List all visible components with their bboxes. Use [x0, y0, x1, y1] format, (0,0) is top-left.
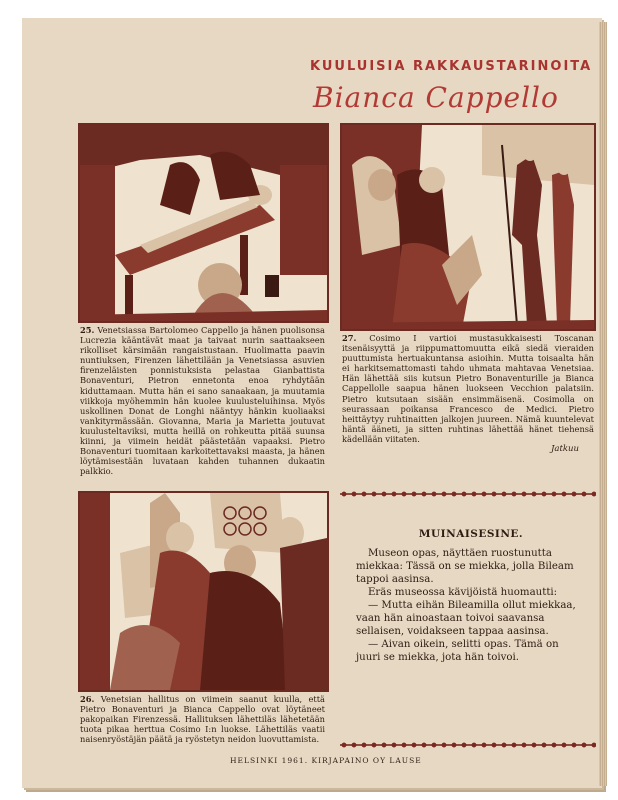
ornament-border-bottom — [340, 741, 596, 749]
printer-footer: HELSINKI 1961. KIRJAPAINO OY LAUSE — [230, 756, 422, 765]
ornament-border-top — [340, 490, 596, 498]
story-title: Bianca Cappello — [313, 81, 559, 114]
page-stack-edge — [599, 22, 607, 786]
illustration-court-scene — [340, 123, 596, 331]
caption-panel-26 — [80, 694, 325, 744]
continued-label: Jatkuu — [551, 444, 579, 454]
caption-number: 25. — [80, 325, 95, 335]
joke-box — [356, 528, 586, 664]
caption-panel-25 — [80, 325, 325, 476]
joke-line: — Mutta eihän Bileamilla ollut miekkaa, vaan hän ainoastaan toivoi saavansa sellaisen, voidakseen tappaa aasinsa. — [356, 600, 576, 637]
caption-number: 27. — [342, 333, 357, 343]
caption-number: 26. — [80, 694, 95, 704]
joke-title: MUINAISESINE. — [418, 528, 524, 540]
caption-text: Venetsian hallitus on viimein saanut kuulla, että Pietro Bonaventuri ja Bianca Cappello ovat löytäneet pakopaikan Firenzessä. Hallituksen lähettiläs lähetetään tuota pikaa herttua Cosimo I:n luokse. Lähettiläs vaatii naisenryöstäjän päätä ja ryöstetyn neidon luovuttamista. — [80, 694, 325, 745]
caption-panel-27 — [342, 333, 594, 444]
caption-text: Venetsiassa Bartolomeo Cappello ja hänen puolisonsa Lucrezia kääntävät maat ja taivaat nurin saattaakseen rikolliset kärsimään rangaistustaan. Huolimatta paavin nuntiuksen, Firenzen lähettilään ja Venetsiassa asuvien firenzeläisten ponnistuksista pelastaa Gianbattista Bonaventuri, Pietron ennetonta enoa ryhdytään kiduttamaan. Mutta hän ei sano sanaakaan, ja muutamia viikkoja myöhemmin hän kuolee kuulusteluihinsa. Myös uskollinen Donat de Longhi nääntyy hänkin kuoliaaksi vankityrmässään. Giovanna, Maria ja Marietta joutuvat kuulusteltaviksi, mutta heillä on rohkeutta pitää suunsa kiinni, ja viimein heidät päästetään vapaaksi. Pietro Bonaventuri tuomitaan karkoitettavaksi maasta, ja hänen löytämisestään luvataan kahden tuhannen dukaatin palkkio. — [80, 325, 326, 477]
illustration-torture-scene — [78, 123, 329, 323]
illustration-envoy-scene — [78, 491, 329, 692]
joke-line: Eräs museossa kävijöistä huomautti: — [368, 587, 558, 598]
caption-text: Cosimo I vartioi mustasukkaisesti Toscanan itsenäisyyttä ja riippumattomuutta eikä siedä vieraiden puuttumista hertuakuntansa asioihin. Mutta toisaalta hän ei harkitsemattomasti tahdo uhmata mahtavaa Venetsiaa. Hän lähettää siis kutsun Pietro Bonaventurille ja Bianca Cappellolle saapua hänen luokseen Vecchion palatsiin. Pietro kutsutaan sisään ensimmäisenä. Cosimolla on seurassaan poikansa Francesco de Medici. Pietro heittäytyy ruhtinaitten jalkojen juureen. Nämä kuuntelevat häntä äänetі, ja sitten ruhtinas lähettää hänet tiehensä kädellään viitaten. — [342, 333, 594, 444]
joke-line: Museon opas, näyttäen ruostunutta miekkaa: Tässä on se miekka, jolla Bileam tappoi aasinsa. — [356, 548, 574, 585]
series-heading: KUULUISIA RAKKAUSTARINOITA — [310, 59, 593, 74]
joke-line: — Aivan oikein, selitti opas. Tämä on juuri se miekka, jota hän toivoi. — [356, 639, 559, 663]
